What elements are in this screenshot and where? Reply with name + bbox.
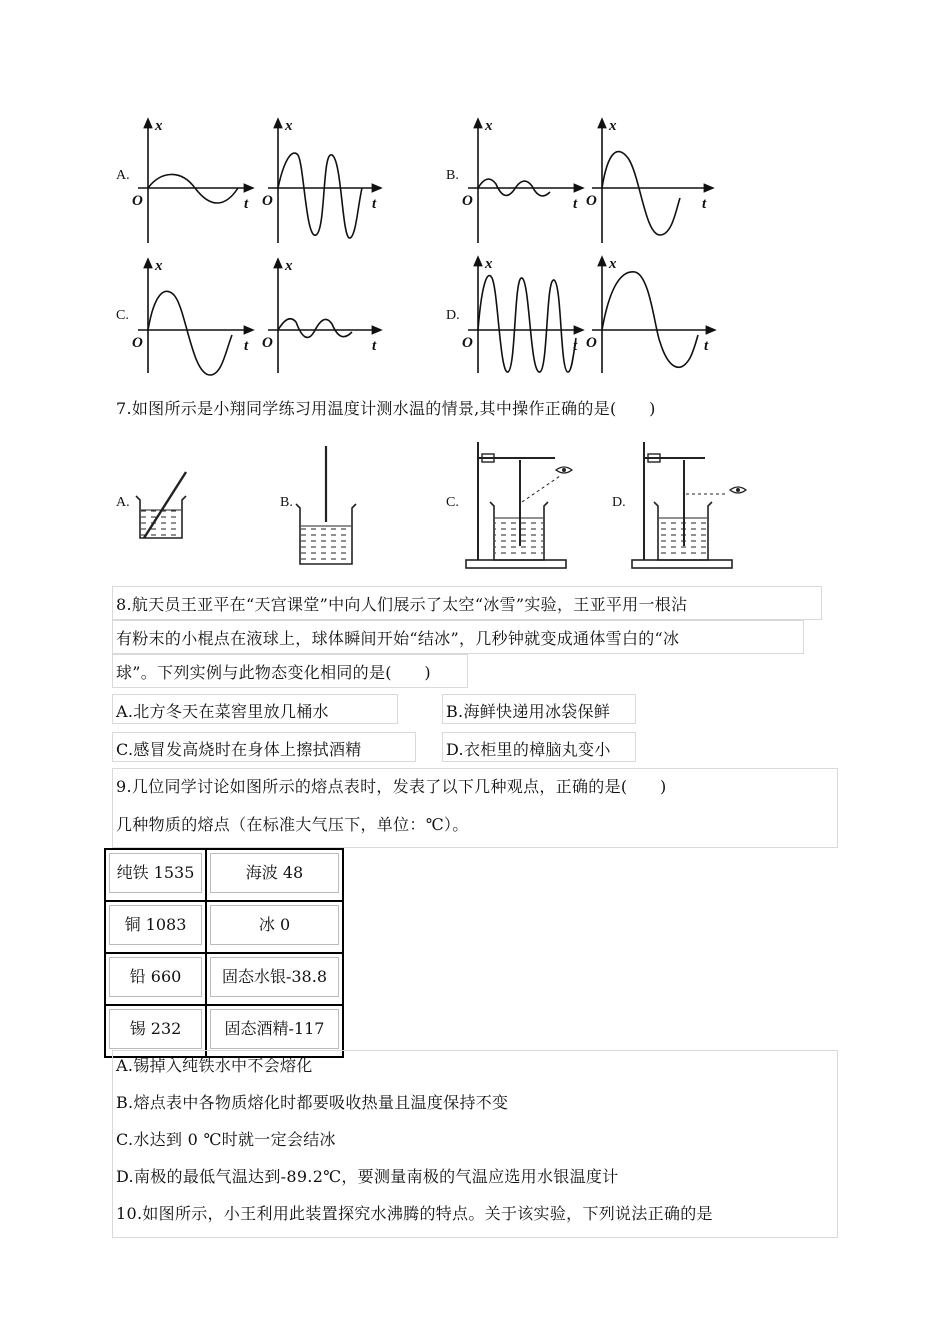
- graph-b-left-t-label: t: [573, 196, 578, 212]
- q6-option-d-label: D.: [446, 308, 460, 323]
- graph-c-right-x-label: x: [285, 258, 293, 274]
- figure-b-beaker: [296, 446, 356, 564]
- graph-a-right-origin: O: [262, 193, 273, 209]
- graph-a-right-t-label: t: [372, 196, 377, 212]
- q10-stem: 10.如图所示，小王利用此装置探究水沸腾的特点。关于该实验，下列说法正确的是: [116, 1204, 713, 1223]
- q7-option-b-label: B.: [280, 495, 293, 510]
- graph-a-right-x-label: x: [285, 118, 293, 134]
- graph-a-left-x-label: x: [155, 118, 163, 134]
- graph-c-left-x-label: x: [155, 258, 163, 274]
- q9-option-a: A.锡掉入纯铁水中不会熔化: [116, 1056, 313, 1075]
- graph-c-left-t-label: t: [244, 338, 249, 354]
- graph-d-left-t-label: t: [573, 338, 578, 354]
- graph-d-right-x-label: x: [609, 256, 617, 272]
- table-cell: 固态水银-38.8: [210, 957, 339, 997]
- table-cell: 冰 0: [210, 905, 339, 945]
- graph-b-right-origin: O: [586, 193, 597, 209]
- q8-stem-line1: 8.航天员王亚平在“天宫课堂”中向人们展示了太空“冰雪”实验，王亚平用一根沾: [116, 595, 688, 614]
- table-row: [105, 953, 343, 1005]
- q9-option-d: D.南极的最低气温达到-89.2℃，要测量南极的气温应选用水银温度计: [116, 1167, 619, 1186]
- table-row: [105, 849, 343, 901]
- graph-d-left: [468, 260, 580, 373]
- table-cell: 铅 660: [109, 957, 202, 997]
- graph-b-left: [468, 122, 580, 243]
- table-cell: 固态酒精-117: [210, 1009, 339, 1049]
- graph-c-right: [268, 262, 378, 373]
- graph-c-left-origin: O: [132, 335, 143, 351]
- q7-option-d-label: D.: [612, 495, 626, 510]
- graph-c-right-origin: O: [262, 335, 273, 351]
- q8-option-c: C.感冒发高烧时在身体上擦拭酒精: [116, 740, 362, 759]
- graph-b-right: [592, 122, 710, 243]
- q8-option-a: A.北方冬天在菜窖里放几桶水: [116, 702, 329, 721]
- table-cell: 纯铁 1535: [109, 853, 202, 893]
- q6-graphs: [0, 110, 950, 380]
- graph-b-right-t-label: t: [702, 196, 707, 212]
- table-cell: 海波 48: [210, 853, 339, 893]
- figure-c-stand: [466, 442, 572, 568]
- graph-a-left: [138, 122, 250, 243]
- figure-a-beaker: [136, 472, 186, 538]
- graph-c-right-t-label: t: [372, 338, 377, 354]
- graph-d-right-t-label: t: [704, 338, 709, 354]
- q8-option-d: D.衣柜里的樟脑丸变小: [446, 740, 611, 759]
- q8-stem-line2: 有粉末的小棍点在液球上，球体瞬间开始“结冰”，几秒钟就变成通体雪白的“冰: [116, 629, 680, 648]
- q7-option-a-label: A.: [116, 495, 130, 510]
- graph-b-left-x-label: x: [485, 118, 493, 134]
- graph-a-left-origin: O: [132, 193, 143, 209]
- graph-a-left-t-label: t: [244, 196, 249, 212]
- q6-option-c-label: C.: [116, 308, 129, 323]
- graph-a-right: [268, 122, 378, 243]
- q8-stem-line3: 球”。下列实例与此物态变化相同的是( ): [116, 663, 431, 682]
- table-cell: 铜 1083: [109, 905, 202, 945]
- q7-thermometer-figures: [0, 436, 950, 576]
- graph-d-right-origin: O: [586, 335, 597, 351]
- table-cell: 锡 232: [109, 1009, 202, 1049]
- q7-stem: 7.如图所示是小翔同学练习用温度计测水温的情景,其中操作正确的是( ): [116, 399, 656, 418]
- graph-c-left: [138, 262, 250, 375]
- graph-d-left-origin: O: [462, 335, 473, 351]
- q7-option-c-label: C.: [446, 495, 459, 510]
- q8-option-b: B.海鲜快递用冰袋保鲜: [446, 702, 611, 721]
- q9-table-caption: 几种物质的熔点（在标准大气压下，单位：℃）。: [116, 815, 469, 834]
- q6-option-a-label: A.: [116, 168, 130, 183]
- q6-option-b-label: B.: [446, 168, 459, 183]
- q9-stem: 9.几位同学讨论如图所示的熔点表时，发表了以下几种观点，正确的是( ): [116, 777, 667, 796]
- melting-point-table: [104, 848, 344, 1058]
- graph-d-right: [592, 260, 712, 373]
- graph-d-left-x-label: x: [485, 256, 493, 272]
- figure-d-stand: [632, 442, 746, 568]
- q9-option-b: B.熔点表中各物质熔化时都要吸收热量且温度保持不变: [116, 1093, 509, 1112]
- graph-b-left-origin: O: [462, 193, 473, 209]
- q9-option-c: C.水达到 0 ℃时就一定会结冰: [116, 1130, 336, 1149]
- graph-b-right-x-label: x: [609, 118, 617, 134]
- table-row: [105, 901, 343, 953]
